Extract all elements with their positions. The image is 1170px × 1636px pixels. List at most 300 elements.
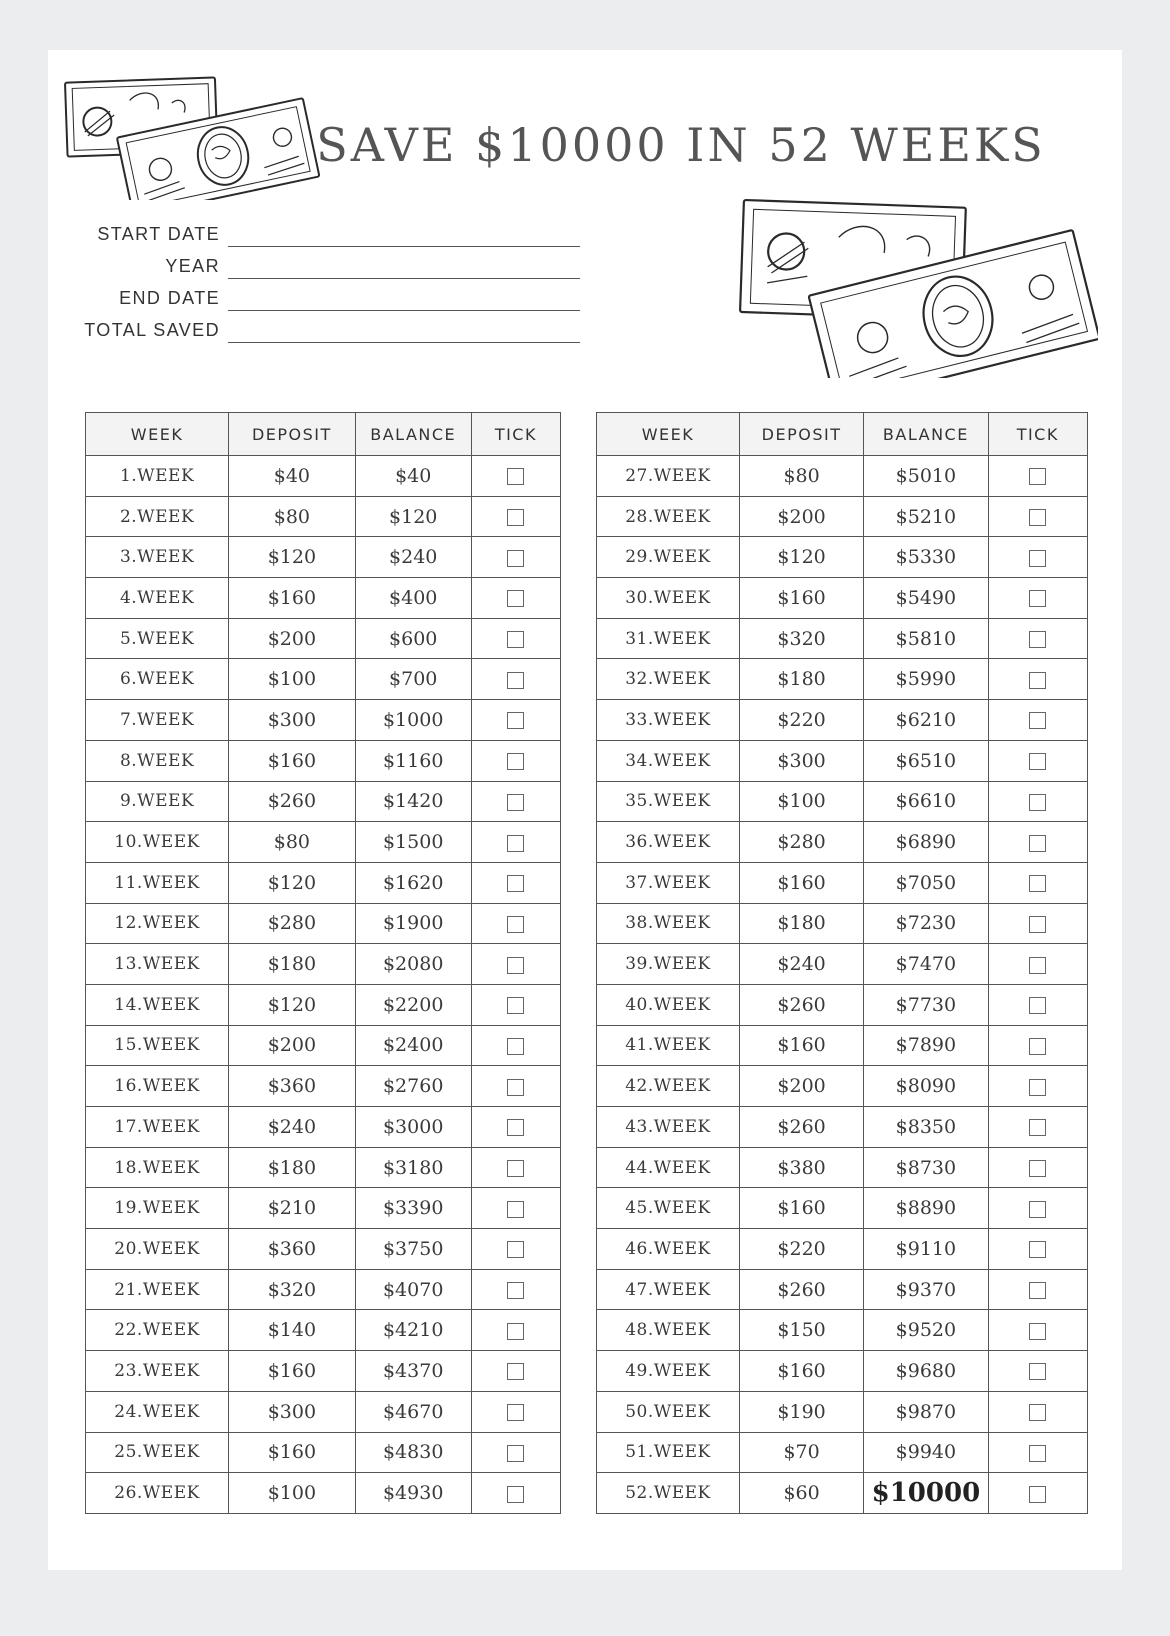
table-row	[597, 862, 1088, 903]
balance-cell: $1000	[355, 700, 471, 741]
balance-cell: $4370	[355, 1351, 471, 1392]
week-cell: 37.WEEK	[597, 862, 740, 903]
checkbox-icon[interactable]	[507, 509, 524, 526]
checkbox-icon[interactable]	[1029, 1201, 1046, 1218]
table-row	[86, 1473, 561, 1514]
deposit-cell: $70	[739, 1432, 863, 1473]
table-row	[597, 1473, 1088, 1514]
tick-cell	[471, 822, 560, 863]
tick-cell	[471, 496, 560, 537]
start-date-label: START DATE	[97, 224, 220, 244]
tick-cell	[988, 578, 1087, 619]
balance-cell: $2400	[355, 1025, 471, 1066]
balance-cell: $3750	[355, 1229, 471, 1270]
tracker-fields	[68, 220, 608, 348]
tick-cell	[471, 1351, 560, 1392]
week-cell: 45.WEEK	[597, 1188, 740, 1229]
tick-cell	[988, 1025, 1087, 1066]
tick-cell	[988, 1310, 1087, 1351]
tick-cell	[988, 781, 1087, 822]
tick-cell	[471, 700, 560, 741]
table-row	[86, 781, 561, 822]
savings-sheet	[48, 50, 1122, 1570]
balance-cell: $600	[355, 618, 471, 659]
deposit-cell: $160	[739, 1351, 863, 1392]
balance-cell: $7230	[864, 903, 988, 944]
deposit-cell: $100	[229, 659, 356, 700]
deposit-cell: $220	[739, 1229, 863, 1270]
table-row	[86, 903, 561, 944]
checkbox-icon[interactable]	[507, 1160, 524, 1177]
checkbox-icon[interactable]	[507, 997, 524, 1014]
week-cell: 3.WEEK	[86, 537, 229, 578]
balance-cell: $3390	[355, 1188, 471, 1229]
deposit-cell: $160	[229, 1432, 356, 1473]
table-row	[86, 578, 561, 619]
total-saved-label: TOTAL SAVED	[84, 320, 220, 340]
balance-cell: $1160	[355, 740, 471, 781]
tick-cell	[988, 700, 1087, 741]
tick-cell	[988, 1188, 1087, 1229]
checkbox-icon[interactable]	[507, 1486, 524, 1503]
week-cell: 44.WEEK	[597, 1147, 740, 1188]
table-row	[86, 1432, 561, 1473]
week-cell: 38.WEEK	[597, 903, 740, 944]
deposit-header: DEPOSIT	[739, 413, 863, 456]
deposit-cell: $200	[739, 496, 863, 537]
week-cell: 26.WEEK	[86, 1473, 229, 1514]
deposit-cell: $280	[739, 822, 863, 863]
deposit-cell: $240	[229, 1107, 356, 1148]
checkbox-icon[interactable]	[1029, 1323, 1046, 1340]
table-row	[86, 1147, 561, 1188]
balance-cell: $4930	[355, 1473, 471, 1514]
table-row	[597, 1351, 1088, 1392]
tick-cell	[988, 740, 1087, 781]
table-row	[86, 984, 561, 1025]
week-cell: 30.WEEK	[597, 578, 740, 619]
checkbox-icon[interactable]	[1029, 550, 1046, 567]
week-cell: 8.WEEK	[86, 740, 229, 781]
deposit-header: DEPOSIT	[229, 413, 356, 456]
tick-cell	[471, 1473, 560, 1514]
tick-cell	[988, 903, 1087, 944]
week-cell: 32.WEEK	[597, 659, 740, 700]
table-row	[597, 700, 1088, 741]
deposit-cell: $100	[739, 781, 863, 822]
balance-cell: $3180	[355, 1147, 471, 1188]
balance-cell: $5330	[864, 537, 988, 578]
deposit-cell: $100	[229, 1473, 356, 1514]
tick-cell	[988, 1147, 1087, 1188]
balance-cell: $3000	[355, 1107, 471, 1148]
checkbox-icon[interactable]	[507, 590, 524, 607]
balance-cell: $5990	[864, 659, 988, 700]
balance-cell: $400	[355, 578, 471, 619]
tick-cell	[471, 944, 560, 985]
tick-cell	[988, 822, 1087, 863]
checkbox-icon[interactable]	[507, 957, 524, 974]
week-cell: 24.WEEK	[86, 1391, 229, 1432]
checkbox-icon[interactable]	[507, 1445, 524, 1462]
balance-cell: $1900	[355, 903, 471, 944]
table-row	[86, 1269, 561, 1310]
table-row	[597, 1310, 1088, 1351]
end-date-label: END DATE	[119, 288, 220, 308]
table-row	[597, 1107, 1088, 1148]
checkbox-icon[interactable]	[507, 550, 524, 567]
checkbox-icon[interactable]	[507, 672, 524, 689]
deposit-cell: $200	[229, 1025, 356, 1066]
week-cell: 25.WEEK	[86, 1432, 229, 1473]
tick-cell	[471, 1269, 560, 1310]
total-saved-line[interactable]	[228, 342, 580, 343]
table-row	[86, 456, 561, 497]
week-cell: 2.WEEK	[86, 496, 229, 537]
tick-cell	[988, 537, 1087, 578]
end-date-field[interactable]	[68, 284, 608, 316]
deposit-cell: $120	[229, 537, 356, 578]
balance-cell: $4670	[355, 1391, 471, 1432]
checkbox-icon[interactable]	[1029, 916, 1046, 933]
checkbox-icon[interactable]	[507, 916, 524, 933]
checkbox-icon[interactable]	[1029, 1241, 1046, 1258]
week-cell: 16.WEEK	[86, 1066, 229, 1107]
table-row	[86, 822, 561, 863]
table-row	[86, 1351, 561, 1392]
week-cell: 10.WEEK	[86, 822, 229, 863]
deposit-cell: $160	[739, 578, 863, 619]
checkbox-icon[interactable]	[507, 631, 524, 648]
deposit-cell: $160	[739, 862, 863, 903]
checkbox-icon[interactable]	[1029, 835, 1046, 852]
balance-cell: $2080	[355, 944, 471, 985]
checkbox-icon[interactable]	[507, 875, 524, 892]
balance-cell: $9520	[864, 1310, 988, 1351]
total-saved-field[interactable]	[68, 316, 608, 348]
deposit-cell: $160	[229, 740, 356, 781]
table-row	[597, 496, 1088, 537]
week-cell: 19.WEEK	[86, 1188, 229, 1229]
table-row	[86, 944, 561, 985]
week-cell: 11.WEEK	[86, 862, 229, 903]
table-row	[86, 659, 561, 700]
deposit-cell: $40	[229, 456, 356, 497]
week-cell: 34.WEEK	[597, 740, 740, 781]
deposit-cell: $240	[739, 944, 863, 985]
checkbox-icon[interactable]	[507, 1404, 524, 1421]
deposit-cell: $200	[229, 618, 356, 659]
week-cell: 39.WEEK	[597, 944, 740, 985]
deposit-cell: $160	[739, 1188, 863, 1229]
week-cell: 52.WEEK	[597, 1473, 740, 1514]
tick-cell	[988, 1269, 1087, 1310]
week-cell: 46.WEEK	[597, 1229, 740, 1270]
deposit-cell: $300	[229, 1391, 356, 1432]
table-header-row	[86, 413, 561, 456]
tick-cell	[471, 862, 560, 903]
checkbox-icon[interactable]	[507, 1201, 524, 1218]
week-cell: 9.WEEK	[86, 781, 229, 822]
checkbox-icon[interactable]	[1029, 753, 1046, 770]
tick-cell	[988, 618, 1087, 659]
balance-cell: $4070	[355, 1269, 471, 1310]
deposit-cell: $320	[229, 1269, 356, 1310]
week-cell: 15.WEEK	[86, 1025, 229, 1066]
table-row	[597, 944, 1088, 985]
checkbox-icon[interactable]	[1029, 631, 1046, 648]
deposit-cell: $160	[739, 1025, 863, 1066]
week-header: WEEK	[597, 413, 740, 456]
table-row	[597, 1147, 1088, 1188]
checkbox-icon[interactable]	[507, 1363, 524, 1380]
money-bills-icon	[738, 198, 1098, 378]
deposit-cell: $180	[229, 1147, 356, 1188]
balance-cell: $10000	[864, 1473, 988, 1514]
table-row	[597, 822, 1088, 863]
deposit-cell: $120	[229, 984, 356, 1025]
checkbox-icon[interactable]	[1029, 1119, 1046, 1136]
table-row	[86, 1066, 561, 1107]
balance-cell: $9370	[864, 1269, 988, 1310]
week-cell: 35.WEEK	[597, 781, 740, 822]
deposit-cell: $60	[739, 1473, 863, 1514]
tick-cell	[471, 1188, 560, 1229]
checkbox-icon[interactable]	[1029, 1445, 1046, 1462]
checkbox-icon[interactable]	[1029, 1038, 1046, 1055]
start-date-field[interactable]	[68, 220, 608, 252]
checkbox-icon[interactable]	[507, 835, 524, 852]
balance-cell: $4830	[355, 1432, 471, 1473]
week-cell: 42.WEEK	[597, 1066, 740, 1107]
checkbox-icon[interactable]	[1029, 1282, 1046, 1299]
week-cell: 49.WEEK	[597, 1351, 740, 1392]
balance-cell: $7890	[864, 1025, 988, 1066]
checkbox-icon[interactable]	[507, 753, 524, 770]
checkbox-icon[interactable]	[1029, 1079, 1046, 1096]
checkbox-icon[interactable]	[507, 1119, 524, 1136]
tick-cell	[988, 496, 1087, 537]
table-row	[86, 1107, 561, 1148]
balance-cell: $1420	[355, 781, 471, 822]
balance-cell: $8090	[864, 1066, 988, 1107]
table-row	[597, 740, 1088, 781]
tick-cell	[471, 578, 560, 619]
tick-cell	[988, 1473, 1087, 1514]
deposit-cell: $160	[229, 1351, 356, 1392]
deposit-cell: $220	[739, 700, 863, 741]
checkbox-icon[interactable]	[1029, 957, 1046, 974]
tick-cell	[471, 1025, 560, 1066]
tick-cell	[471, 984, 560, 1025]
deposit-cell: $200	[739, 1066, 863, 1107]
table-row	[597, 659, 1088, 700]
balance-cell: $120	[355, 496, 471, 537]
table-row	[86, 618, 561, 659]
checkbox-icon[interactable]	[507, 712, 524, 729]
table-row	[86, 1391, 561, 1432]
tick-cell	[988, 944, 1087, 985]
deposit-cell: $360	[229, 1066, 356, 1107]
tick-cell	[988, 1432, 1087, 1473]
week-cell: 12.WEEK	[86, 903, 229, 944]
deposit-cell: $360	[229, 1229, 356, 1270]
balance-cell: $240	[355, 537, 471, 578]
table-row	[597, 578, 1088, 619]
tick-cell	[471, 659, 560, 700]
year-field[interactable]	[68, 252, 608, 284]
checkbox-icon[interactable]	[507, 794, 524, 811]
checkbox-icon[interactable]	[1029, 1160, 1046, 1177]
checkbox-icon[interactable]	[1029, 468, 1046, 485]
checkbox-icon[interactable]	[1029, 875, 1046, 892]
checkbox-icon[interactable]	[1029, 1486, 1046, 1503]
checkbox-icon[interactable]	[1029, 794, 1046, 811]
week-cell: 29.WEEK	[597, 537, 740, 578]
tick-cell	[471, 618, 560, 659]
checkbox-icon[interactable]	[1029, 1404, 1046, 1421]
deposit-cell: $210	[229, 1188, 356, 1229]
tick-cell	[471, 1147, 560, 1188]
checkbox-icon[interactable]	[507, 1282, 524, 1299]
week-cell: 36.WEEK	[597, 822, 740, 863]
weeks-table-left	[85, 412, 561, 1514]
week-cell: 14.WEEK	[86, 984, 229, 1025]
checkbox-icon[interactable]	[1029, 997, 1046, 1014]
week-cell: 33.WEEK	[597, 700, 740, 741]
week-cell: 47.WEEK	[597, 1269, 740, 1310]
table-row	[597, 1269, 1088, 1310]
start-date-line[interactable]	[228, 246, 580, 247]
balance-header: BALANCE	[355, 413, 471, 456]
balance-cell: $8350	[864, 1107, 988, 1148]
tick-cell	[471, 903, 560, 944]
end-date-line[interactable]	[228, 310, 580, 311]
balance-cell: $2760	[355, 1066, 471, 1107]
week-cell: 4.WEEK	[86, 578, 229, 619]
table-row	[86, 1188, 561, 1229]
deposit-cell: $80	[739, 456, 863, 497]
tick-cell	[471, 537, 560, 578]
tick-cell	[471, 1229, 560, 1270]
week-cell: 6.WEEK	[86, 659, 229, 700]
deposit-cell: $280	[229, 903, 356, 944]
deposit-cell: $260	[229, 781, 356, 822]
checkbox-icon[interactable]	[507, 1241, 524, 1258]
table-row	[86, 862, 561, 903]
week-cell: 48.WEEK	[597, 1310, 740, 1351]
week-cell: 40.WEEK	[597, 984, 740, 1025]
week-cell: 27.WEEK	[597, 456, 740, 497]
balance-cell: $1620	[355, 862, 471, 903]
table-row	[86, 700, 561, 741]
deposit-cell: $140	[229, 1310, 356, 1351]
tick-cell	[988, 1391, 1087, 1432]
table-row	[597, 781, 1088, 822]
tick-cell	[471, 1391, 560, 1432]
week-cell: 13.WEEK	[86, 944, 229, 985]
table-row	[86, 537, 561, 578]
week-cell: 20.WEEK	[86, 1229, 229, 1270]
balance-cell: $2200	[355, 984, 471, 1025]
balance-cell: $8730	[864, 1147, 988, 1188]
deposit-cell: $300	[739, 740, 863, 781]
checkbox-icon[interactable]	[507, 468, 524, 485]
checkbox-icon[interactable]	[1029, 672, 1046, 689]
balance-cell: $6210	[864, 700, 988, 741]
table-row	[86, 1310, 561, 1351]
balance-cell: $7050	[864, 862, 988, 903]
checkbox-icon[interactable]	[1029, 712, 1046, 729]
balance-cell: $4210	[355, 1310, 471, 1351]
tick-cell	[471, 1107, 560, 1148]
weeks-table-right	[596, 412, 1088, 1514]
week-cell: 50.WEEK	[597, 1391, 740, 1432]
checkbox-icon[interactable]	[507, 1038, 524, 1055]
table-row	[597, 1391, 1088, 1432]
deposit-cell: $120	[229, 862, 356, 903]
balance-cell: $9680	[864, 1351, 988, 1392]
tick-cell	[988, 984, 1087, 1025]
balance-cell: $5010	[864, 456, 988, 497]
table-row	[86, 1025, 561, 1066]
week-cell: 31.WEEK	[597, 618, 740, 659]
table-row	[597, 1066, 1088, 1107]
balance-cell: $6890	[864, 822, 988, 863]
table-row	[86, 740, 561, 781]
tick-cell	[471, 740, 560, 781]
week-cell: 23.WEEK	[86, 1351, 229, 1392]
balance-cell: $8890	[864, 1188, 988, 1229]
balance-cell: $1500	[355, 822, 471, 863]
checkbox-icon[interactable]	[507, 1323, 524, 1340]
checkbox-icon[interactable]	[507, 1079, 524, 1096]
balance-cell: $6510	[864, 740, 988, 781]
week-cell: 28.WEEK	[597, 496, 740, 537]
deposit-cell: $160	[229, 578, 356, 619]
week-cell: 21.WEEK	[86, 1269, 229, 1310]
deposit-cell: $300	[229, 700, 356, 741]
balance-cell: $6610	[864, 781, 988, 822]
tick-cell	[988, 862, 1087, 903]
tick-header: TICK	[988, 413, 1087, 456]
deposit-cell: $380	[739, 1147, 863, 1188]
week-cell: 17.WEEK	[86, 1107, 229, 1148]
week-cell: 7.WEEK	[86, 700, 229, 741]
deposit-cell: $180	[229, 944, 356, 985]
checkbox-icon[interactable]	[1029, 1363, 1046, 1380]
table-row	[86, 1229, 561, 1270]
balance-header: BALANCE	[864, 413, 988, 456]
checkbox-icon[interactable]	[1029, 590, 1046, 607]
balance-cell: $5810	[864, 618, 988, 659]
tick-cell	[988, 1107, 1087, 1148]
table-row	[597, 1432, 1088, 1473]
tick-cell	[988, 659, 1087, 700]
checkbox-icon[interactable]	[1029, 509, 1046, 526]
balance-cell: $9110	[864, 1229, 988, 1270]
week-header: WEEK	[86, 413, 229, 456]
table-row	[597, 1188, 1088, 1229]
balance-cell: $5210	[864, 496, 988, 537]
balance-cell: $7730	[864, 984, 988, 1025]
deposit-cell: $320	[739, 618, 863, 659]
deposit-cell: $260	[739, 1107, 863, 1148]
year-line[interactable]	[228, 278, 580, 279]
tick-cell	[471, 1432, 560, 1473]
tick-cell	[988, 1229, 1087, 1270]
week-cell: 5.WEEK	[86, 618, 229, 659]
